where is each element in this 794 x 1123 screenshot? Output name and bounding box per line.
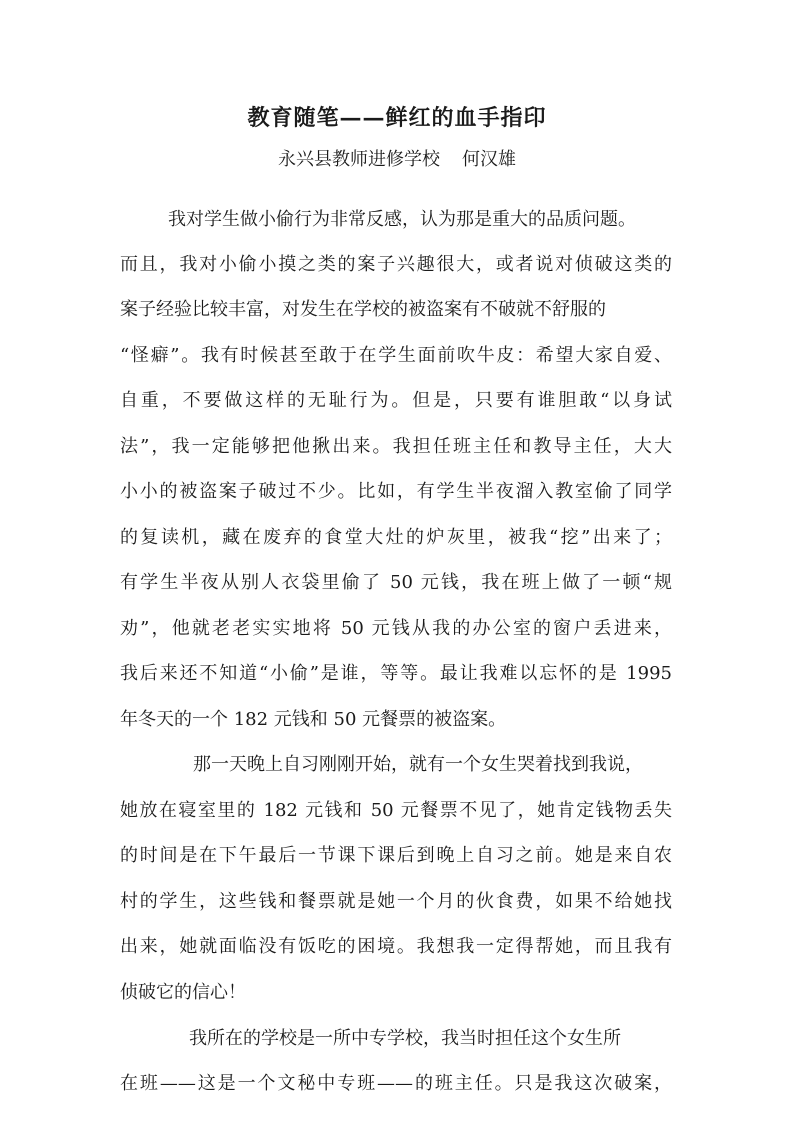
paragraph-line: 我所在的学校是一所中专学校，我当时担任这个女生所 bbox=[189, 1028, 621, 1049]
paragraph-line: 有学生半夜从别人衣袋里偷了 50 元钱，我在班上做了一顿“规 bbox=[120, 572, 672, 593]
paragraph-line: 我对学生做小偷行为非常反感，认为那是重大的品质问题。 bbox=[168, 209, 636, 230]
paragraph-line: 我后来还不知道“小偷”是谁，等等。最让我难以忘怀的是 1995 bbox=[120, 663, 672, 684]
document-title: 教育随笔——鲜红的血手指印 bbox=[247, 105, 547, 131]
paragraph-line: 年冬天的一个 182 元钱和 50 元餐票的被盗案。 bbox=[120, 709, 507, 730]
paragraph-line: 法”，我一定能够把他揪出来。我担任班主任和教导主任，大大 bbox=[120, 436, 672, 457]
author-name: 何汉雄 bbox=[462, 149, 516, 170]
paragraph-line: 出来，她就面临没有饭吃的困境。我想我一定得帮她，而且我有 bbox=[120, 936, 672, 957]
paragraph-line: 那一天晚上自习刚刚开始，就有一个女生哭着找到我说， bbox=[193, 754, 643, 775]
author-byline bbox=[0, 147, 794, 173]
paragraph-line: 在班——这是一个文秘中专班——的班主任。只是我这次破案， bbox=[120, 1073, 672, 1094]
paragraph-line: 自重，不要做这样的无耻行为。但是，只要有谁胆敢“以身试 bbox=[120, 390, 672, 411]
paragraph-line: 劝”，他就老老实实地将 50 元钱从我的办公室的窗户丢进来， bbox=[120, 618, 672, 639]
paragraph-line: 村的学生，这些钱和餐票就是她一个月的伙食费，如果不给她找 bbox=[120, 891, 672, 912]
paragraph-line: 她放在寝室里的 182 元钱和 50 元餐票不见了，她肯定钱物丢失 bbox=[120, 800, 672, 821]
author-organization: 永兴县教师进修学校 bbox=[278, 149, 440, 170]
paragraph-line: 案子经验比较丰富，对发生在学校的被盗案有不破就不舒服的 bbox=[120, 299, 606, 320]
paragraph-line: 的时间是在下午最后一节课下课后到晚上自习之前。她是来自农 bbox=[120, 845, 672, 866]
paragraph-line: 小小的被盗案子破过不少。比如，有学生半夜溜入教室偷了同学 bbox=[120, 481, 672, 502]
paragraph-line: 侦破它的信心！ bbox=[120, 982, 246, 1003]
paragraph-line: 而且，我对小偷小摸之类的案子兴趣很大，或者说对侦破这类的 bbox=[120, 254, 672, 275]
paragraph-line: 的复读机，藏在废弃的食堂大灶的炉灰里，被我“挖”出来了； bbox=[120, 527, 672, 548]
paragraph-line: “怪癖”。我有时候甚至敢于在学生面前吹牛皮：希望大家自爱、 bbox=[120, 345, 672, 366]
